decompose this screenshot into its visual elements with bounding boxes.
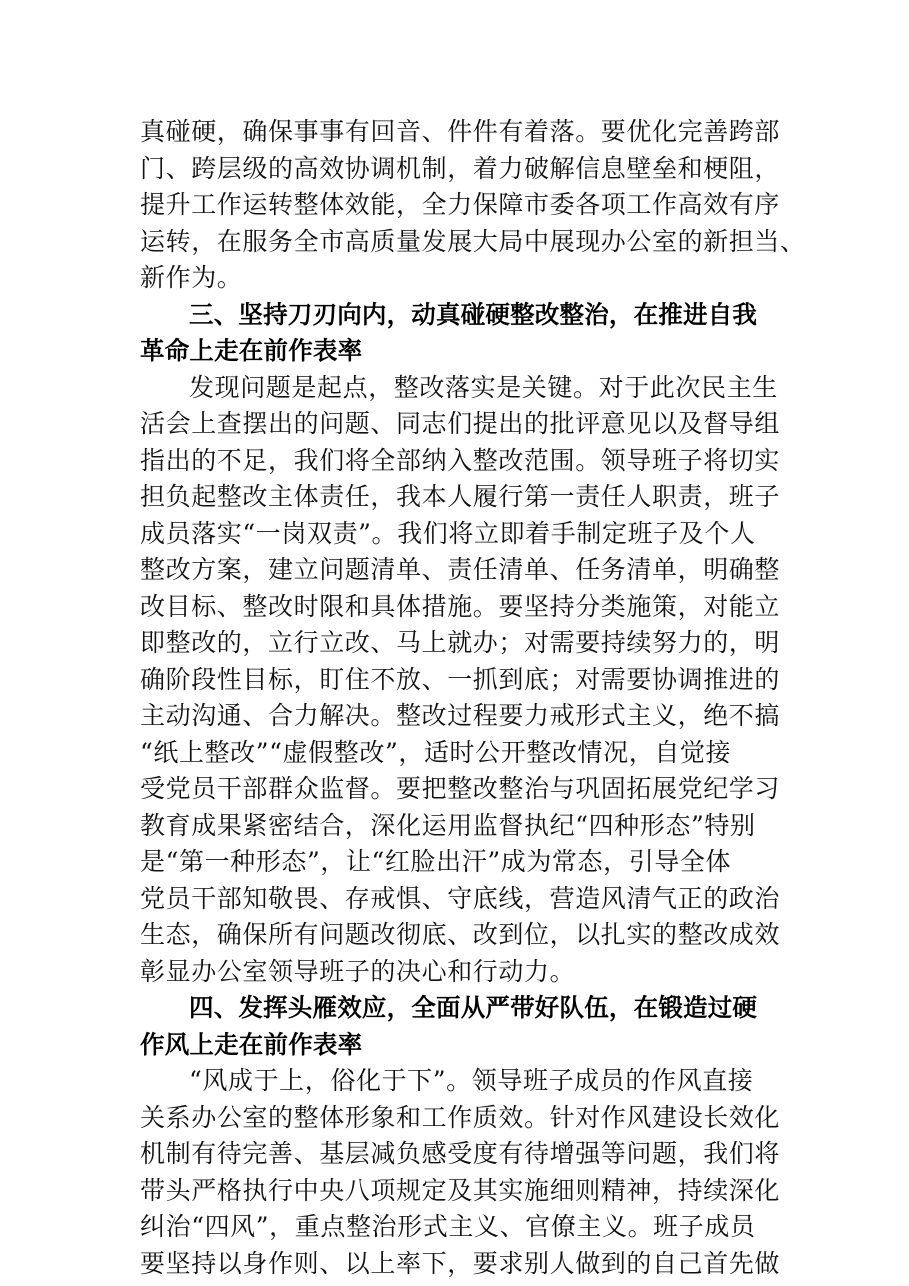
paragraph-line: 带头严格执行中央八项规定及其实施细则精神，持续深化 [140,1175,781,1205]
section-heading-line: 作风上走在前作表率 [140,1029,363,1059]
paragraph-line: 真碰硬，确保事事有回音、件件有着落。要优化完善跨部 [140,117,781,146]
paragraph-line: 改目标、整改时限和具体措施。要坚持分类施策，对能立 [140,591,781,621]
paragraph-line: 担负起整改主体责任，我本人履行第一责任人职责，班子 [140,482,781,511]
paragraph-line: 受党员干部群众监督。要把整改整治与巩固拓展党纪学习 [140,774,781,803]
paragraph-line: 要坚持以身作则、以上率下，要求别人做到的自己首先做 [140,1248,781,1278]
paragraph-line: 机制有待完善、基层减负感受度有待增强等问题，我们将 [140,1139,781,1168]
paragraph-line: 指出的不足，我们将全部纳入整改范围。领导班子将切实 [140,445,781,475]
paragraph-line: 主动沟通、合力解决。整改过程要力戒形式主义，绝不搞 [140,701,781,730]
paragraph-line: 关系办公室的整体形象和工作质效。针对作风建设长效化 [140,1102,781,1132]
paragraph-line: 提升工作运转整体效能，全力保障市委各项工作高效有序 [140,190,781,219]
paragraph-line: 运转，在服务全市高质量发展大局中展现办公室的新担当、 [140,226,806,256]
paragraph-line: 是“第一种形态”，让“红脸出汗”成为常态，引导全体 [140,847,732,876]
paragraph-line: 即整改的，立行立改、马上就办；对需要持续努力的，明 [140,628,781,657]
paragraph-line: 整改方案，建立问题清单、责任清单、任务清单，明确整 [140,555,781,584]
paragraph-line: 生态，确保所有问题改彻底、改到位，以扎实的整改成效 [140,920,781,949]
paragraph-line: 彰显办公室领导班子的决心和行动力。 [140,956,576,986]
paragraph-line: 新作为。 [140,263,243,292]
section-heading-line: 三、坚持刀刃向内，动真碰硬整改整治，在推进自我 [189,299,758,329]
paragraph-line: “纸上整改”“虚假整改”，适时公开整改情况，自觉接 [140,737,732,767]
paragraph-line: 教育成果紧密结合，深化运用监督执纪“四种形态”特别 [140,810,756,840]
paragraph-line: 党员干部知敬畏、存戒惧、守底线，营造风清气正的政治 [140,883,781,913]
paragraph-line: 门、跨层级的高效协调机制，着力破解信息壁垒和梗阻， [140,153,781,183]
paragraph-line: 确阶段性目标，盯住不放、一抓到底；对需要协调推进的 [140,664,781,694]
section-heading-line: 革命上走在前作表率 [140,336,363,365]
paragraph-line: “风成于上，俗化于下”。领导班子成员的作风直接 [189,1066,754,1095]
paragraph-line: 成员落实“一岗双责”。我们将立即着手制定班子及个人 [140,518,756,548]
document-body [140,114,806,1282]
paragraph-line: 活会上查摆出的问题、同志们提出的批评意见以及督导组 [140,409,781,438]
paragraph-line: 纠治“四风”，重点整治形式主义、官僚主义。班子成员 [140,1212,756,1241]
section-heading-line: 四、发挥头雁效应，全面从严带好队伍，在锻造过硬 [189,993,758,1022]
paragraph-line: 发现问题是起点，整改落实是关键。对于此次民主生 [189,372,778,402]
